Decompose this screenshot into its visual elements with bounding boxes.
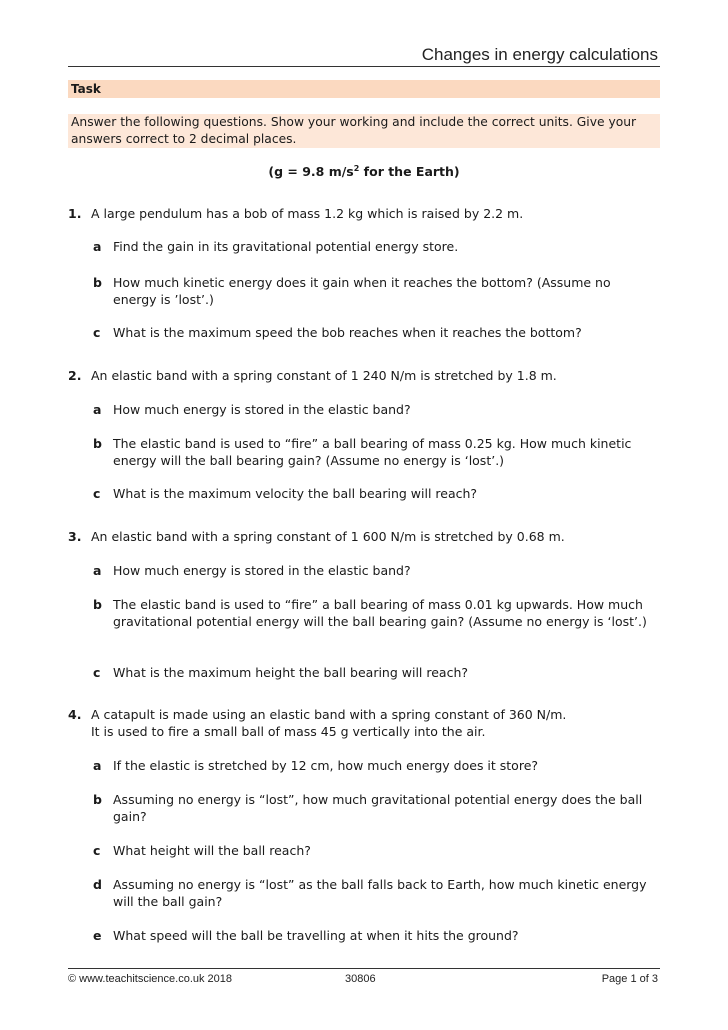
page-title: Changes in energy calculations xyxy=(421,45,658,64)
gravity-exponent: 2 xyxy=(353,164,360,173)
question-2-part-b xyxy=(93,435,648,469)
question-4 xyxy=(68,706,648,740)
question-3-part-b xyxy=(93,596,648,630)
title-divider xyxy=(68,66,660,67)
gravity-note xyxy=(0,164,728,179)
question-text-line-2: It is used to fire a small ball of mass 45 g vertically into the air. xyxy=(91,724,486,739)
question-1 xyxy=(68,205,648,222)
part-text: What is the maximum speed the bob reaches when it reaches the bottom? xyxy=(113,325,582,340)
question-1-part-c xyxy=(93,324,648,341)
question-number: 2. xyxy=(68,368,82,383)
footer-divider xyxy=(68,968,660,969)
part-text: How much kinetic energy does it gain when it reaches the bottom? (Assume no energy is ’lost’.) xyxy=(113,275,611,307)
question-1-part-a xyxy=(93,238,648,255)
part-text: Assuming no energy is “lost” as the ball falls back to Earth, how much kinetic energy will the ball gain? xyxy=(113,877,647,909)
part-letter: c xyxy=(93,665,101,680)
part-letter: d xyxy=(93,877,102,892)
part-text: The elastic band is used to “fire” a ball bearing of mass 0.01 kg upwards. How much gravitational potential energy will the ball bearing gain? (Assume no energy is ‘lost’.) xyxy=(113,597,647,629)
part-letter: a xyxy=(93,758,102,773)
part-letter: a xyxy=(93,239,102,254)
part-letter: b xyxy=(93,275,102,290)
question-4-part-b xyxy=(93,791,648,825)
part-text: How much energy is stored in the elastic band? xyxy=(113,402,411,417)
question-text: A large pendulum has a bob of mass 1.2 kg which is raised by 2.2 m. xyxy=(91,206,524,221)
part-text: What is the maximum height the ball bearing will reach? xyxy=(113,665,469,680)
part-text: How much energy is stored in the elastic band? xyxy=(113,563,411,578)
part-text: What is the maximum velocity the ball bearing will reach? xyxy=(113,486,478,501)
part-text: What speed will the ball be travelling at when it hits the ground? xyxy=(113,928,519,943)
question-3-part-c xyxy=(93,664,648,681)
part-letter: e xyxy=(93,928,102,943)
task-heading: Task xyxy=(68,80,660,98)
question-2-part-a xyxy=(93,401,648,418)
part-text: If the elastic is stretched by 12 cm, how much energy does it store? xyxy=(113,758,539,773)
footer-page: Page 1 of 3 xyxy=(601,973,658,985)
question-2 xyxy=(68,367,648,384)
gravity-suffix: for the Earth) xyxy=(359,164,460,180)
question-text: An elastic band with a spring constant of 1 600 N/m is stretched by 0.68 m. xyxy=(91,529,565,544)
footer-copyright: © www.teachitscience.co.uk 2018 xyxy=(68,973,233,985)
part-letter: b xyxy=(93,436,102,451)
part-letter: b xyxy=(93,792,102,807)
part-letter: b xyxy=(93,597,102,612)
question-text: An elastic band with a spring constant of 1 240 N/m is stretched by 1.8 m. xyxy=(91,368,557,383)
question-3-part-a xyxy=(93,562,648,579)
part-letter: c xyxy=(93,325,101,340)
question-number: 3. xyxy=(68,529,82,544)
task-instructions: Answer the following questions. Show your working and include the correct units. Give your answers correct to 2 decimal places. xyxy=(68,114,660,148)
question-4-part-c xyxy=(93,842,648,859)
part-letter: c xyxy=(93,843,101,858)
question-text: A catapult is made using an elastic band with a spring constant of 360 N/m. xyxy=(91,707,567,722)
question-4-part-e xyxy=(93,927,648,944)
part-text: What height will the ball reach? xyxy=(113,843,311,858)
question-4-part-a xyxy=(93,757,648,774)
part-letter: c xyxy=(93,486,101,501)
part-text: Assuming no energy is “lost”, how much gravitational potential energy does the ball gain? xyxy=(113,792,643,824)
question-number: 4. xyxy=(68,707,82,722)
part-text: The elastic band is used to “fire” a ball bearing of mass 0.25 kg. How much kinetic energy will the ball bearing gain? (Assume no energy is ‘lost’.) xyxy=(113,436,632,468)
gravity-prefix: (g = 9.8 m/s xyxy=(268,164,354,180)
part-letter: a xyxy=(93,402,102,417)
question-4-part-d xyxy=(93,876,648,910)
question-3 xyxy=(68,528,648,545)
question-1-part-b xyxy=(93,274,648,308)
footer-code: 30806 xyxy=(345,973,376,985)
part-text: Find the gain in its gravitational potential energy store. xyxy=(113,239,459,254)
question-2-part-c xyxy=(93,485,648,502)
part-letter: a xyxy=(93,563,102,578)
question-number: 1. xyxy=(68,206,82,221)
